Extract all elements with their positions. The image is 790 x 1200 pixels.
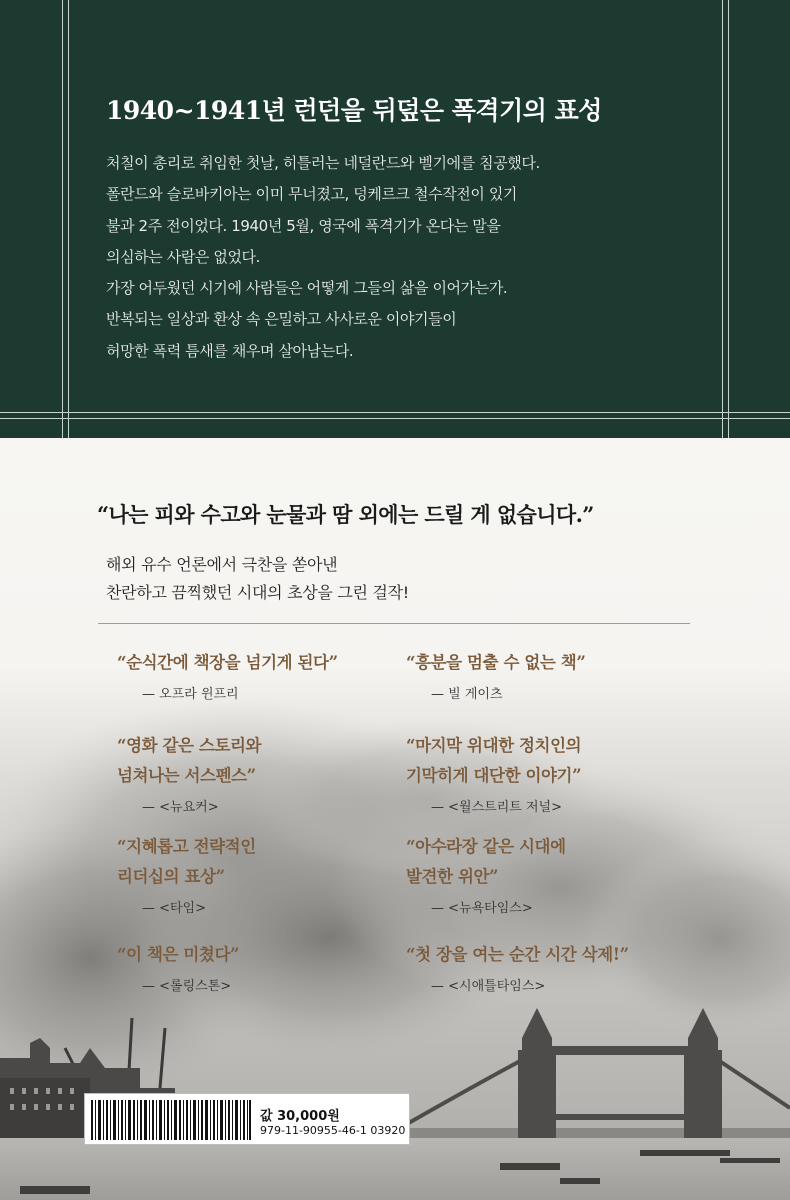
subtitle-line: 찬란하고 끔찍했던 시대의 초상을 그린 걸작! <box>106 583 409 602</box>
review-item <box>117 832 407 916</box>
review-item <box>406 832 696 916</box>
description-line: 처칠이 총리로 취임한 첫날, 히틀러는 네덜란드와 벨기에를 침공했다. <box>106 154 540 172</box>
review-quote: 넘쳐나는 서스펜스” <box>117 766 256 785</box>
description-line: 가장 어두웠던 시기에 사람들은 어떻게 그들의 삶을 이어가는가. <box>106 279 508 298</box>
barcode-icon <box>91 1100 251 1140</box>
review-quote: “순식간에 책장을 넘기게 된다” <box>117 653 338 672</box>
review-source: — 오프라 윈프리 <box>142 687 239 702</box>
description-panel <box>0 0 790 438</box>
review-quote: “이 책은 미쳤다” <box>117 945 240 964</box>
review-quote: “아수라장 같은 시대에 <box>406 837 566 856</box>
headline-quote: “나는 피와 수고와 눈물과 땀 외에는 드릴 게 없습니다.” <box>97 502 594 527</box>
description-line: 불과 2주 전이었다. 1940년 5월, 영국에 폭격기가 온다는 말을 <box>106 216 501 235</box>
frame-line <box>0 418 790 419</box>
barcode-box <box>84 1093 410 1145</box>
frame-line <box>722 0 723 438</box>
description-text <box>106 148 696 367</box>
review-quote: 기막히게 대단한 이야기” <box>406 766 582 785</box>
frame-line <box>68 0 69 438</box>
review-item <box>406 940 696 994</box>
review-item <box>406 731 696 815</box>
price: 값 30,000원 <box>260 1109 340 1124</box>
review-item <box>117 940 407 994</box>
review-source: — <타임> <box>142 901 207 916</box>
description-line: 폴란드와 슬로바키아는 이미 무너졌고, 덩케르크 철수작전이 있기 <box>106 185 518 204</box>
review-quote: “영화 같은 스토리와 <box>117 736 262 755</box>
review-source: — 빌 게이츠 <box>431 687 503 702</box>
review-source: — <월스트리트 저널> <box>431 800 562 815</box>
review-item <box>406 648 696 702</box>
divider <box>98 623 690 624</box>
review-source: — <시애틀타임스> <box>431 979 546 994</box>
frame-line <box>62 0 63 438</box>
review-item <box>117 731 407 815</box>
review-source: — <뉴요커> <box>142 800 219 815</box>
review-quote: “흥분을 멈출 수 없는 책” <box>406 653 586 672</box>
review-quote: “마지막 위대한 정치인의 <box>406 736 582 755</box>
description-line: 반복되는 일상과 환상 속 은밀하고 사사로운 이야기들이 <box>106 310 457 329</box>
review-source: — <롤링스톤> <box>142 979 232 994</box>
frame-line <box>728 0 729 438</box>
description-line: 의심하는 사람은 없었다. <box>106 247 261 266</box>
review-quote: 발견한 위안” <box>406 867 499 886</box>
review-item <box>117 648 407 702</box>
review-quote: 리더십의 표상” <box>117 867 225 886</box>
frame-line <box>0 412 790 413</box>
isbn: 979-11-90955-46-1 03920 <box>260 1124 406 1137</box>
review-source: — <뉴욕타임스> <box>431 901 533 916</box>
review-quote: “지혜롭고 전략적인 <box>117 837 256 856</box>
subtitle-line: 해외 유수 언론에서 극찬을 쏟아낸 <box>106 555 338 574</box>
panel-title: 1940~1941년 런던을 뒤덮은 폭격기의 표성 <box>106 96 602 125</box>
review-quote: “첫 장을 여는 순간 시간 삭제!” <box>406 945 629 964</box>
description-line: 허망한 폭력 틈새를 채우며 살아남는다. <box>106 341 354 360</box>
